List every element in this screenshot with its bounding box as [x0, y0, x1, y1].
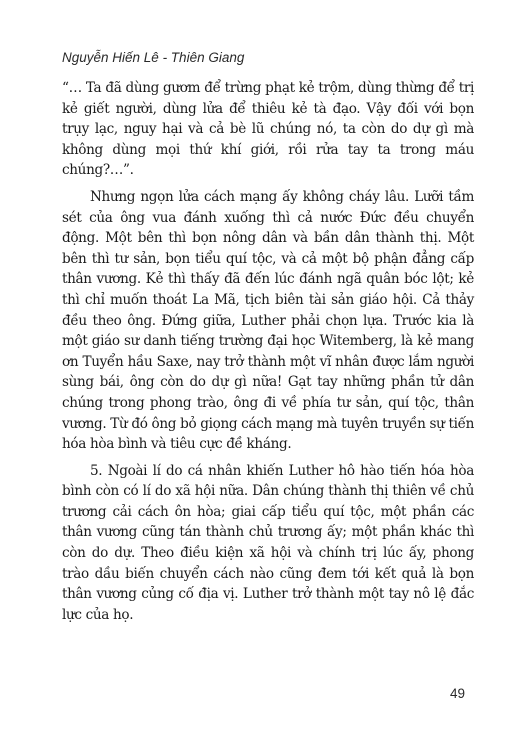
page-number: 49 [449, 686, 465, 701]
quote-paragraph: “… Ta đã dùng gươm để trừng phạt kẻ trộm, dùng thừng để trị kẻ giết người, dùng lửa để thiêu kẻ tà đạo. Vậy đối với bọn trụy lạc, nguy hại và cả bè lũ chúng nó, ta còn do dự gì mà không dùng mọi thứ khí giới, rồi rửa tay ta trong máu chúng?…”. [62, 80, 474, 179]
running-header: Nguyễn Hiến Lê - Thiên Giang [62, 50, 245, 65]
body-text [62, 78, 474, 625]
paragraph: 5. Ngoài lí do cá nhân khiến Luther hô hào tiến hóa hòa bình còn có lí do xã hội nữa. Dân chúng thành thị thiên về chủ trương cải cách ôn hòa; giai cấp tiểu quí tộc, một phần các thân vương cũng tán thành chủ trương ấy; một phần khác thì còn do dự. Theo điều kiện xã hội và chính trị lúc ấy, phong trào dầu biến chuyển cách nào cũng đem tới kết quả là bọn thân vương củng cố địa vị. Luther trở thành một tay nô lệ đắc lực của họ. [62, 462, 474, 623]
paragraph: Nhưng ngọn lửa cách mạng ấy không cháy lâu. Lưỡi tầm sét của ông vua đánh xuống thì cả nước Đức đều chuyển động. Một bên thì bọn nông dân và bần dân thành thị. Một bên thì tư sản, bọn tiểu quí tộc, và cả một bộ phận đẳng cấp thân vương. Kẻ thì thấy đã đến lúc đánh ngã quân bóc lột; kẻ thì chỉ muốn thoát La Mã, tịch biên tài sản giáo hội. Cả thảy đều theo ông. Đứng giữa, Luther phải chọn lựa. Trước kia là một giáo sư danh tiếng trường đại học Witemberg, là kẻ mang ơn Tuyển hầu Saxe, nay trở thành một vĩ nhân được lắm người sùng bái, ông còn do dự gì nữa! Gạt tay những phần tử dân chúng trong phong trào, ông đi về phía tư sản, quí tộc, thân vương. Từ đó ông bỏ giọng cách mạng mà tuyên truyền sự tiến hóa hòa bình và tiêu cực đề kháng. [62, 188, 474, 453]
